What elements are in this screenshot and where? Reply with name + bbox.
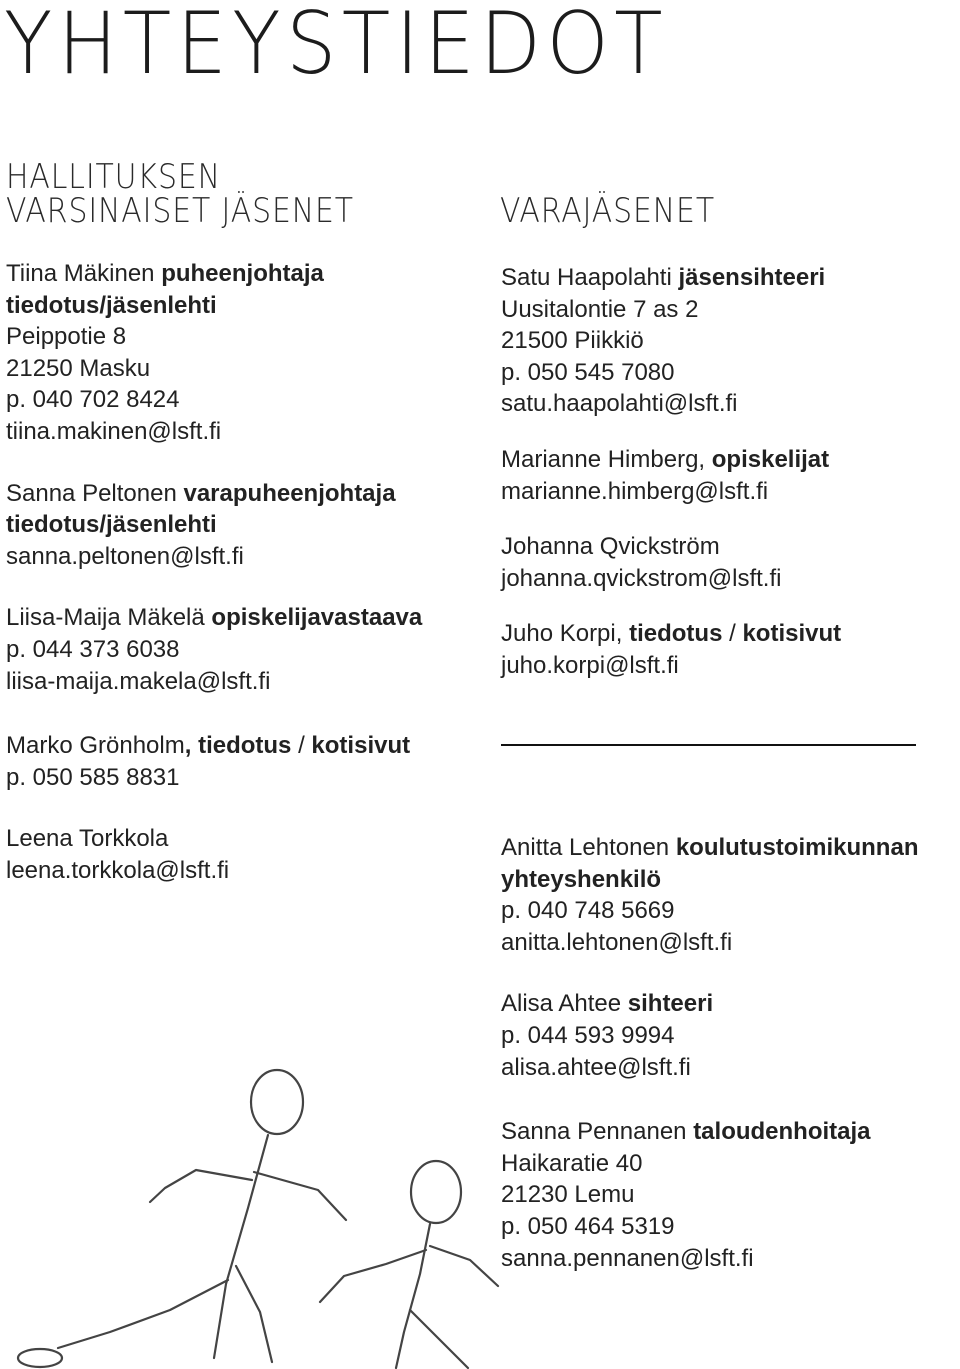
contact-name: Marianne Himberg [501, 445, 699, 473]
deputy-heading: VARAJÄSENET [500, 191, 715, 231]
contact-phone: p. 050 464 5319 [501, 1212, 675, 1240]
contact-role-secondary: yhteyshenkilö [501, 865, 662, 893]
contact-address: Uusitalontie 7 as 2 [501, 295, 699, 323]
contact-email[interactable]: juho.korpi@lsft.fi [501, 651, 679, 679]
contact-role-secondary: tiedotus/jäsenlehti [6, 291, 217, 319]
contact-role: tiedotus [198, 732, 292, 760]
contact-name: Leena Torkkola [6, 825, 169, 853]
contact-email[interactable]: sanna.peltonen@lsft.fi [6, 542, 244, 570]
contact-slash: / [722, 620, 743, 648]
left-figure-leg-front [236, 1266, 272, 1362]
contact-address: Peippotie 8 [6, 323, 127, 351]
right-figure-leg [410, 1310, 468, 1368]
contact-entry [6, 478, 422, 573]
left-figure-arm-front [254, 1172, 346, 1220]
contact-role: varapuheenjohtaja [183, 479, 396, 507]
contact-entry [501, 832, 918, 958]
contact-name: Sanna Pennanen [501, 1118, 687, 1146]
contact-separator: , [698, 445, 712, 473]
contact-role: tiedotus [629, 620, 723, 648]
contact-role: kotisivut [742, 620, 842, 648]
contact-name: Juho Korpi [501, 620, 616, 648]
contact-role: puheenjohtaja [161, 260, 324, 287]
contact-slash: / [291, 732, 312, 760]
contact-email[interactable]: johanna.qvickstrom@lsft.fi [501, 564, 782, 592]
right-figure-head [411, 1161, 461, 1223]
contact-entry [6, 602, 422, 697]
contact-entry [501, 262, 841, 420]
contact-address: Haikaratie 40 [501, 1149, 643, 1177]
contact-entry [501, 444, 841, 507]
contact-role: taloudenhoitaja [693, 1118, 871, 1146]
contact-name: Anitta Lehtonen [501, 834, 670, 861]
contact-phone: p. 050 585 8831 [6, 763, 180, 791]
contact-email[interactable]: satu.haapolahti@lsft.fi [501, 390, 738, 418]
left-figure-leg-back [58, 1280, 228, 1348]
left-figure-head [251, 1070, 303, 1134]
contact-phone: p. 044 373 6038 [6, 635, 180, 663]
contact-role: sihteeri [627, 990, 714, 1018]
board-heading [6, 157, 354, 231]
other-contacts [501, 832, 918, 1274]
left-figure-foot [18, 1349, 62, 1367]
contact-email[interactable]: tiina.makinen@lsft.fi [6, 417, 222, 445]
left-figure-body [214, 1135, 268, 1358]
contact-email[interactable]: sanna.pennanen@lsft.fi [501, 1244, 754, 1272]
right-figure-body [396, 1224, 430, 1368]
contact-name: Johanna Qvickström [501, 533, 720, 561]
contact-phone: p. 044 593 9994 [501, 1021, 675, 1049]
contact-name: Liisa-Maija Mäkelä [6, 604, 205, 632]
contact-role: opiskelijat [711, 445, 830, 473]
contact-phone: p. 040 748 5669 [501, 897, 675, 925]
contact-entry [501, 531, 841, 594]
contact-name: Alisa Ahtee [501, 990, 622, 1018]
board-members [6, 258, 422, 887]
stick-figures-illustration [0, 1040, 500, 1369]
contact-phone: p. 050 545 7080 [501, 358, 675, 386]
contact-name: Marko Grönholm [6, 732, 185, 760]
deputy-members [501, 262, 841, 682]
contact-email[interactable]: anitta.lehtonen@lsft.fi [501, 928, 733, 956]
contact-name: Tiina Mäkinen [6, 260, 155, 287]
contact-email[interactable]: leena.torkkola@lsft.fi [6, 856, 230, 884]
contact-role: kotisivut [311, 732, 411, 760]
contact-role: jäsensihteeri [678, 264, 826, 291]
board-heading-line1: HALLITUKSEN [6, 157, 221, 197]
left-figure-arm-back [150, 1170, 252, 1202]
contact-email[interactable]: liisa-maija.makela@lsft.fi [6, 667, 271, 695]
contact-entry [501, 988, 918, 1083]
right-figure-arm-front [430, 1246, 498, 1286]
contact-entry [6, 730, 422, 793]
section-divider [501, 744, 916, 746]
contact-entry [501, 1116, 918, 1274]
right-figure-arm-back [320, 1250, 426, 1302]
contact-postal: 21500 Piikkiö [501, 327, 644, 355]
contact-separator: , [184, 732, 199, 760]
contact-postal: 21250 Masku [6, 354, 151, 382]
contact-name: Sanna Peltonen [6, 479, 177, 507]
contact-entry [6, 258, 422, 448]
contact-email[interactable]: marianne.himberg@lsft.fi [501, 477, 769, 505]
contact-postal: 21230 Lemu [501, 1181, 635, 1209]
page-title: YHTEYSTIEDOT [4, 0, 669, 94]
contact-phone: p. 040 702 8424 [6, 386, 180, 414]
contact-entry [501, 618, 841, 681]
contact-role: opiskelijavastaava [211, 604, 423, 632]
contact-email[interactable]: alisa.ahtee@lsft.fi [501, 1053, 691, 1081]
contact-name: Satu Haapolahti [501, 264, 672, 291]
contact-role-secondary: tiedotus/jäsenlehti [6, 511, 217, 539]
contact-role: koulutustoimikunnan [675, 834, 919, 861]
board-heading-line2: VARSINAISET JÄSENET [6, 191, 354, 231]
contact-entry [6, 823, 422, 886]
contact-separator: , [615, 620, 630, 648]
